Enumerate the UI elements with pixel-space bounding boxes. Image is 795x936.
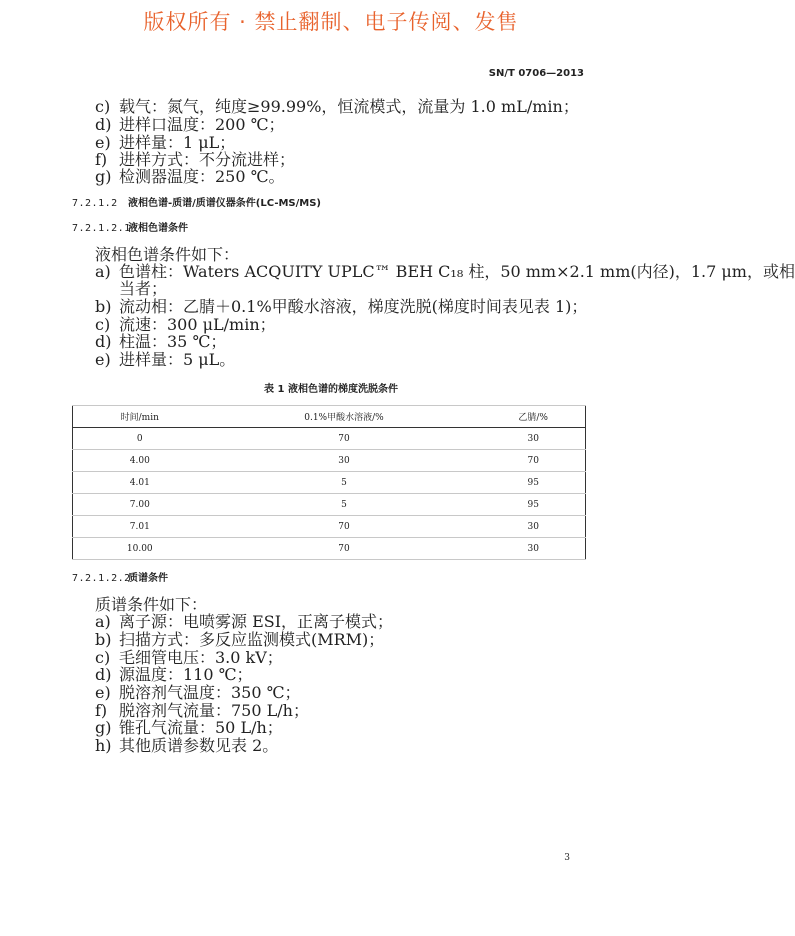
table-cell: 70 [481, 450, 585, 472]
ms-intro: 质谱条件如下： [95, 595, 208, 614]
table-caption: 表 1 液相色谱的梯度洗脱条件 [264, 384, 398, 395]
section-heading [72, 196, 321, 211]
column-header: 乙腈/% [481, 406, 585, 428]
item-text: 毛细管电压：3.0 kV； [119, 648, 283, 667]
item-text: 离子源：电喷雾源 ESI，正离子模式； [119, 612, 394, 631]
subsection-heading [72, 571, 168, 586]
item-marker: g) [95, 167, 112, 186]
item-marker: c) [95, 315, 111, 334]
item-text: 脱溶剂气流量：750 L/h； [119, 701, 309, 720]
item-text: 色谱柱：Waters ACQUITY UPLC™ BEH C₁₈ 柱，50 mm×2.1 mm(内径)，1.7 μm，或相 [119, 262, 795, 281]
table-cell: 70 [207, 516, 482, 538]
column-header: 0.1%甲酸水溶液/% [207, 406, 482, 428]
table-row [73, 428, 586, 450]
item-text: 锥孔气流量：50 L/h； [119, 718, 283, 737]
item-text: 其他质谱参数见表 2。 [119, 736, 279, 755]
standard-number: SN/T 0706—2013 [488, 68, 584, 79]
table-cell: 95 [481, 472, 585, 494]
table-cell: 30 [207, 450, 482, 472]
table-row [73, 538, 586, 560]
item-marker: e) [95, 350, 111, 369]
item-text: 流动相：乙腈＋0.1%甲酸水溶液，梯度洗脱(梯度时间表见表 1)； [119, 297, 588, 316]
item-text: 进样量：1 μL； [119, 133, 236, 152]
item-text: 进样口温度：200 ℃； [119, 115, 285, 134]
item-marker: h) [95, 736, 112, 755]
item-marker: c) [95, 648, 111, 667]
gradient-table [72, 405, 586, 560]
item-marker: a) [95, 262, 111, 281]
table-header-row [73, 406, 586, 428]
table-row [73, 472, 586, 494]
item-marker: f) [95, 150, 108, 169]
item-text: 检测器温度：250 ℃。 [119, 167, 285, 186]
section-number: 7.2.1.2.1 [72, 223, 131, 234]
table-row [73, 450, 586, 472]
copyright-banner: 版权所有 · 禁止翻制、电子传阅、发售 [143, 10, 519, 34]
section-title: 液相色谱-质谱/质谱仪器条件(LC-MS/MS) [128, 198, 321, 209]
item-marker: b) [95, 297, 112, 316]
table-cell: 0 [73, 428, 207, 450]
item-marker: b) [95, 630, 112, 649]
item-text: 流速：300 μL/min； [119, 315, 276, 334]
table-cell: 7.00 [73, 494, 207, 516]
section-number: 7.2.1.2 [72, 198, 118, 209]
table-row [73, 516, 586, 538]
item-marker: d) [95, 115, 112, 134]
table-cell: 30 [481, 538, 585, 560]
item-marker: e) [95, 133, 111, 152]
column-header: 时间/min [73, 406, 207, 428]
section-number: 7.2.1.2.2 [72, 573, 131, 584]
item-text: 进样量：5 μL。 [119, 350, 236, 369]
item-text: 脱溶剂气温度：350 ℃； [119, 683, 301, 702]
item-text: 柱温：35 ℃； [119, 332, 227, 351]
table-cell: 5 [207, 494, 482, 516]
item-marker: g) [95, 718, 112, 737]
subsection-heading [72, 221, 188, 236]
item-marker: f) [95, 701, 108, 720]
table-cell: 70 [207, 428, 482, 450]
table-cell: 70 [207, 538, 482, 560]
item-marker: c) [95, 97, 111, 116]
page-number: 3 [564, 853, 570, 863]
item-text: 扫描方式：多反应监测模式(MRM)； [119, 630, 385, 649]
item-text: 进样方式：不分流进样； [119, 150, 296, 169]
item-text: 当者； [119, 279, 168, 298]
section-title: 液相色谱条件 [128, 223, 188, 234]
item-text: 载气：氮气，纯度≥99.99%，恒流模式，流量为 1.0 mL/min； [119, 97, 579, 116]
table-cell: 30 [481, 428, 585, 450]
table-cell: 4.00 [73, 450, 207, 472]
table-cell: 95 [481, 494, 585, 516]
table-cell: 10.00 [73, 538, 207, 560]
table-row [73, 494, 586, 516]
item-marker: e) [95, 683, 111, 702]
item-text: 源温度：110 ℃； [119, 665, 253, 684]
item-marker: d) [95, 332, 112, 351]
table-cell: 7.01 [73, 516, 207, 538]
table-cell: 5 [207, 472, 482, 494]
table-cell: 4.01 [73, 472, 207, 494]
item-marker: a) [95, 612, 111, 631]
table-cell: 30 [481, 516, 585, 538]
lc-intro: 液相色谱条件如下： [95, 245, 240, 264]
section-title: 质谱条件 [128, 573, 168, 584]
item-marker: d) [95, 665, 112, 684]
